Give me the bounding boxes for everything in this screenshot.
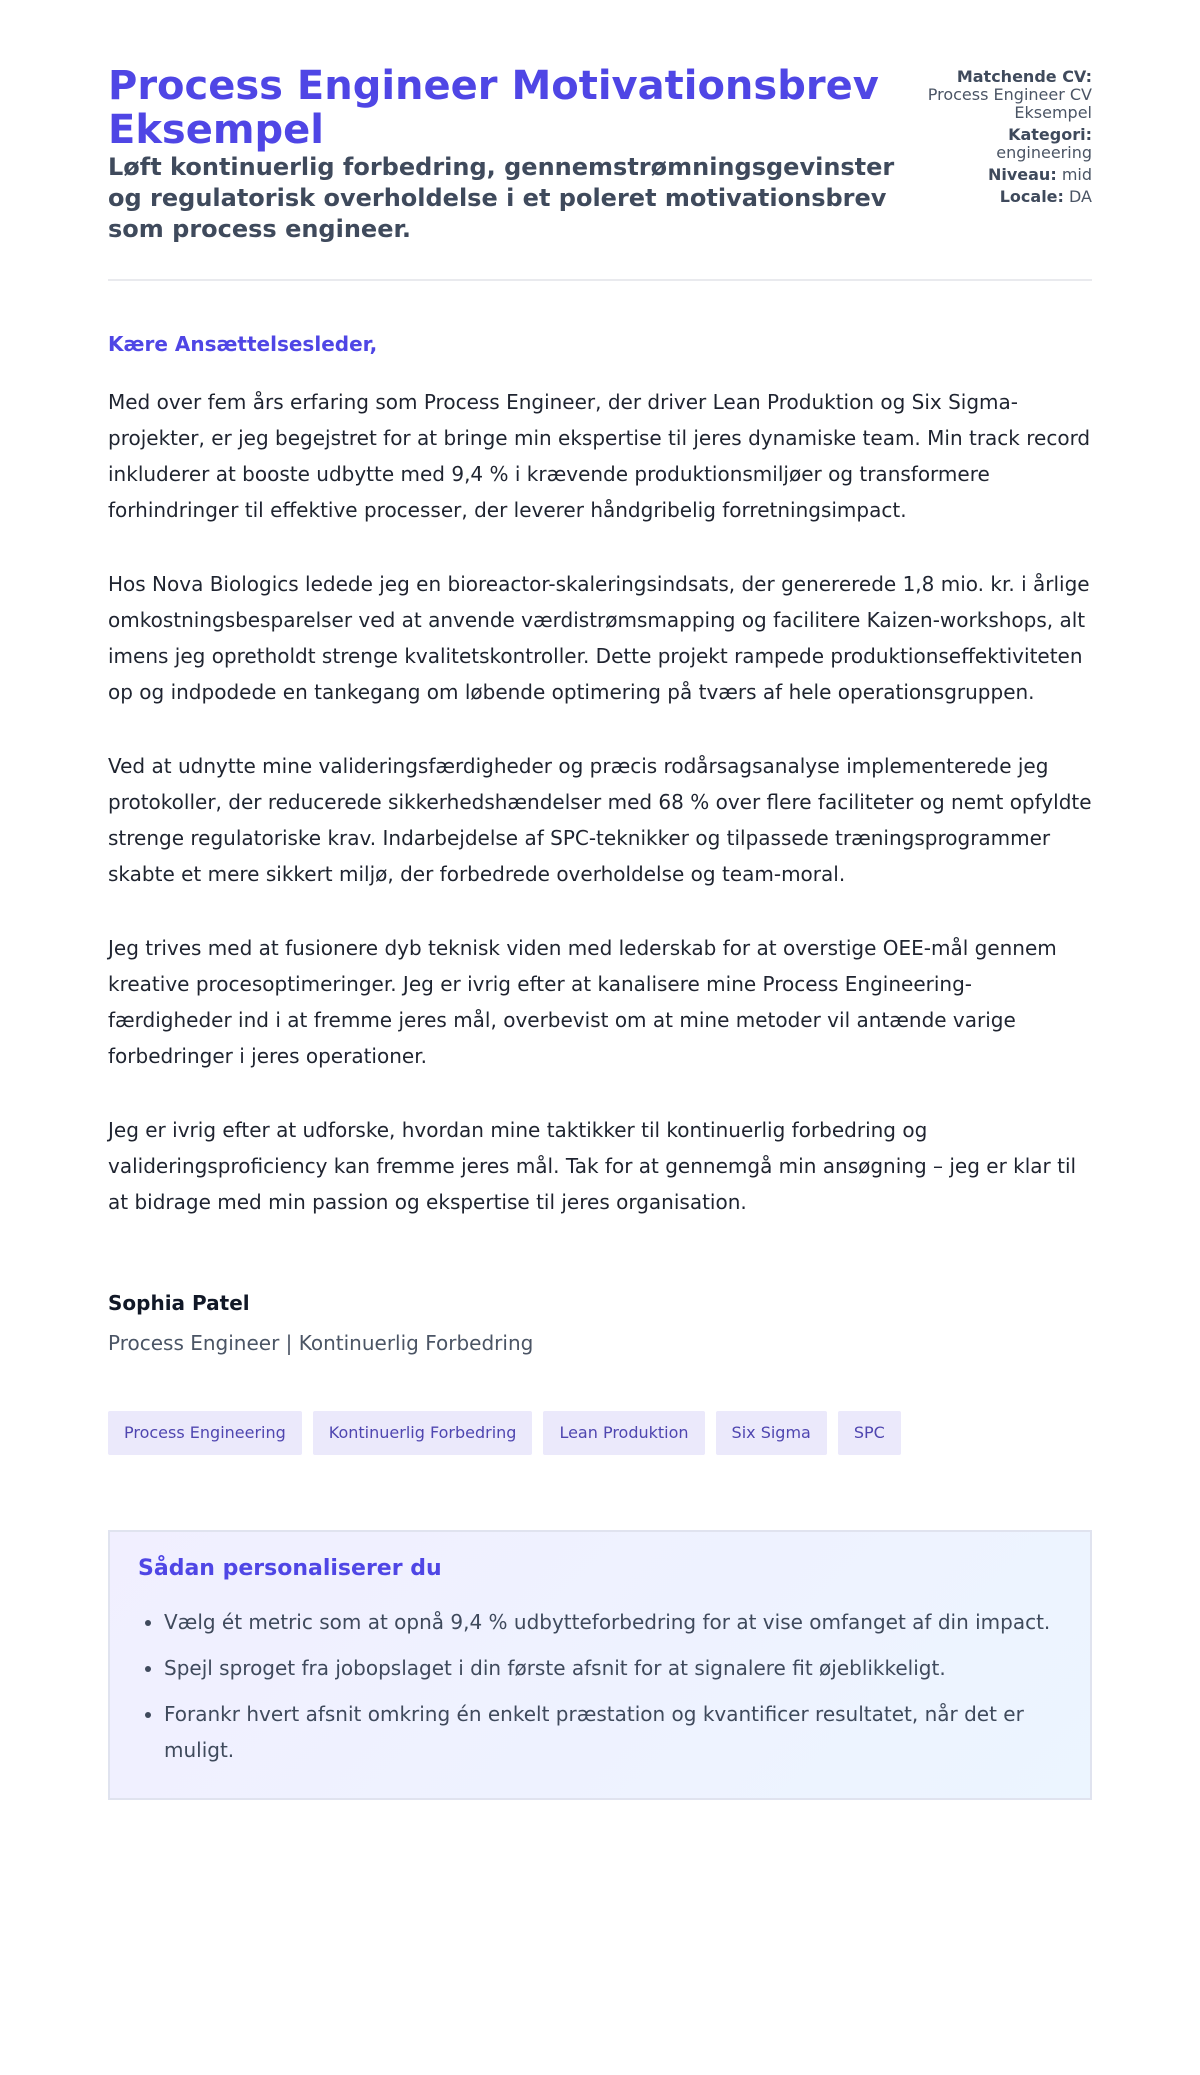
tag-six-sigma: Six Sigma xyxy=(716,1411,827,1455)
meta-locale-label: Locale: xyxy=(999,187,1064,206)
tip-item: • Spejl sproget fra jobopslaget i din første afsnit for at signalere fit øjeblikkeligt. xyxy=(164,1650,1062,1686)
tag-process-engineering: Process Engineering xyxy=(108,1411,302,1455)
page-header xyxy=(108,64,1092,281)
tips-list xyxy=(138,1604,1062,1768)
tag-lean-produktion: Lean Produktion xyxy=(543,1411,704,1455)
letter-paragraph: Jeg er ivrig efter at udforske, hvordan mine taktikker til kontinuerlig forbedring og valideringsproficiency kan fremme jeres mål. Tak for at gennemgå min ansøgning – jeg er klar til at bidrage med min passion og ekspertise til jeres organisation. xyxy=(108,1118,1077,1214)
skill-tags xyxy=(108,1411,1092,1455)
meta-locale-value: DA xyxy=(1069,187,1092,206)
tip-item: • Forankr hvert afsnit omkring én enkelt præstation og kvantificer resultatet, når det er muligt. xyxy=(164,1696,1062,1768)
personalization-tips-box xyxy=(108,1530,1092,1800)
letter-paragraph: Jeg trives med at fusionere dyb teknisk viden med lederskab for at overstige OEE-mål gennem kreative procesoptimeringer. Jeg er ivrig efter at kanalisere mine Process Engineering-færdigheder ind i at fremme jeres mål, overbevist om at mine metoder vil antænde varige forbedringer i jeres operationer. xyxy=(108,936,1057,1068)
letter-paragraph: Med over fem års erfaring som Process Engineer, der driver Lean Produktion og Six Sigma-projekter, er jeg begejstret for at bringe min ekspertise til jeres dynamiske team. Min track record inkluderer at booste udbytte med 9,4 % i krævende produktionsmiljøer og transformere forhindringer til effektive processer, der leverer håndgribelig forretningsimpact. xyxy=(108,390,1091,522)
letter-paragraph: Ved at udnytte mine valideringsfærdigheder og præcis rodårsagsanalyse implementerede jeg protokoller, der reducerede sikkerhedshændelser med 68 % over flere faciliteter og nemt opfyldte strenge regulatoriske krav. Indarbejdelse af SPC-teknikker og tilpassede træningsprogrammer skabte et mere sikkert miljø, der forbedrede overholdelse og team-moral. xyxy=(108,754,1092,886)
tag-kontinuerlig-forbedring: Kontinuerlig Forbedring xyxy=(313,1411,533,1455)
signature-role: Process Engineer | Kontinuerlig Forbedring xyxy=(108,1331,534,1355)
meta-matching-cv xyxy=(903,68,1092,122)
meta-level-value: mid xyxy=(1061,165,1092,184)
meta-matching-cv-label: Matchende CV: xyxy=(956,67,1092,86)
letter-body xyxy=(108,384,1092,1220)
meta-locale xyxy=(903,188,1092,206)
meta-category-label: Kategori: xyxy=(1008,125,1092,144)
meta-panel xyxy=(903,64,1092,210)
meta-level-label: Niveau: xyxy=(987,165,1057,184)
meta-category-value: engineering xyxy=(996,143,1092,162)
letter-greeting: Kære Ansættelsesleder, xyxy=(108,332,378,356)
page-title: Process Engineer Motivationsbrev Eksempel xyxy=(108,63,879,153)
tips-title: Sådan personaliserer du xyxy=(138,1556,442,1581)
signature-block xyxy=(108,1290,1092,1356)
meta-level xyxy=(903,166,1092,184)
tag-spc: SPC xyxy=(838,1411,901,1455)
page-subtitle: Løft kontinuerlig forbedring, gennemstrømningsgevinster og regulatorisk overholdelse i et poleret motivationsbrev som process engineer. xyxy=(108,153,895,243)
meta-category xyxy=(903,126,1092,162)
tip-item: • Vælg ét metric som at opnå 9,4 % udbytteforbedring for at vise omfanget af din impact. xyxy=(164,1604,1062,1640)
signature-name: Sophia Patel xyxy=(108,1291,250,1315)
letter-paragraph: Hos Nova Biologics ledede jeg en bioreactor-skaleringsindsats, der genererede 1,8 mio. kr. i årlige omkostningsbesparelser ved at anvende værdistrømsmapping og facilitere Kaizen-workshops, alt imens jeg opretholdt strenge kvalitetskontroller. Dette projekt rampede produktionseffektiviteten op og indpodede en tankegang om løbende optimering på tværs af hele operationsgruppen. xyxy=(108,572,1090,704)
meta-matching-cv-value: Process Engineer CV Eksempel xyxy=(927,85,1092,122)
header-title-block xyxy=(108,64,903,245)
